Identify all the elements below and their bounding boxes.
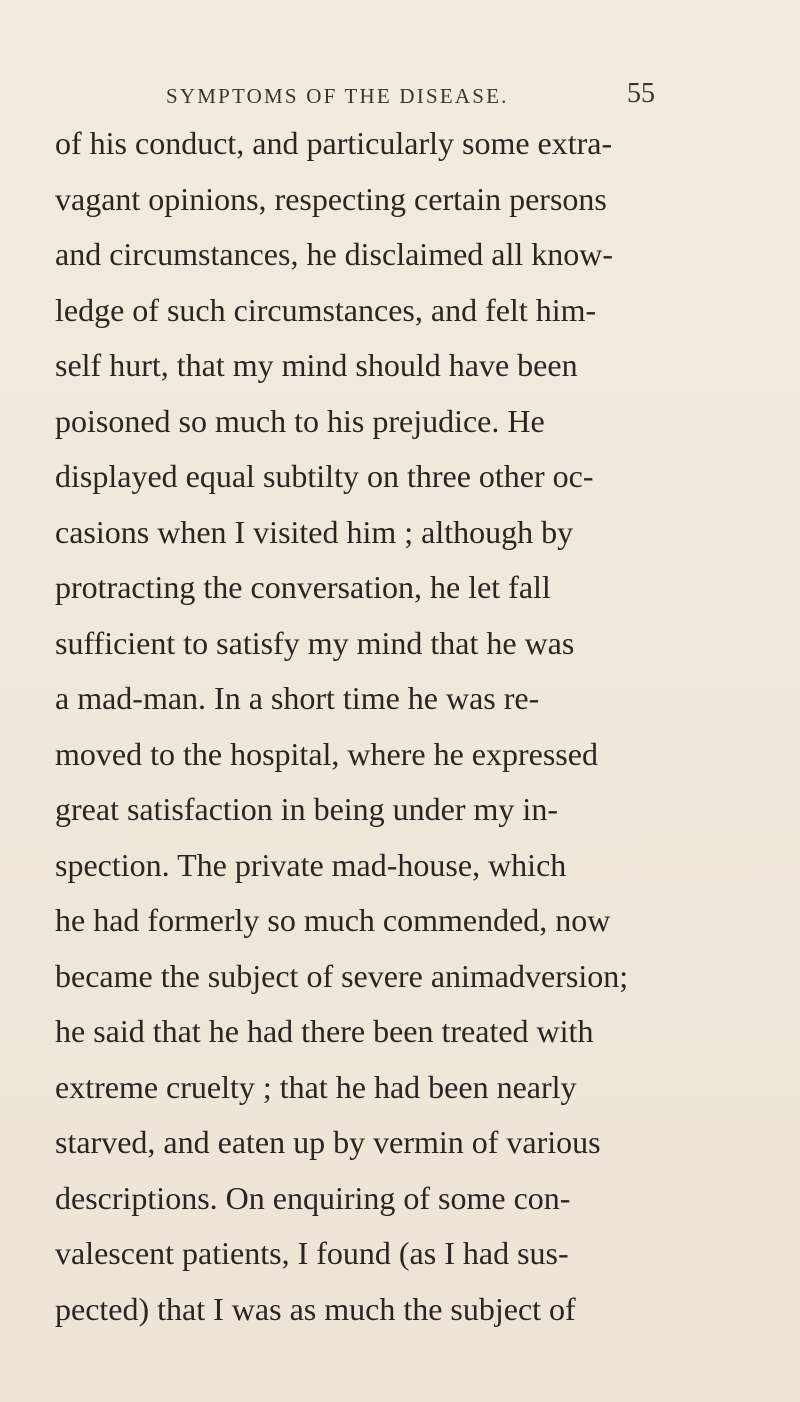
text-line: protracting the conversation, he let fall — [55, 569, 551, 605]
text-line: vagant opinions, respecting certain persons — [55, 180, 607, 217]
text-line: he said that he had there been treated with — [55, 1013, 594, 1049]
text-line: self hurt, that my mind should have been — [55, 347, 578, 383]
text-line: extreme cruelty ; that he had been nearly — [55, 1068, 577, 1105]
text-line: and circumstances, he disclaimed all know- — [55, 236, 614, 272]
text-line: a mad-man. In a short time he was re- — [55, 680, 540, 716]
text-line: poisoned so much to his prejudice. He — [55, 402, 545, 439]
body-text — [55, 116, 715, 1337]
running-head — [0, 78, 800, 112]
text-line: pected) that I was as much the subject of — [55, 1290, 576, 1327]
text-line: he had formerly so much commended, now — [55, 902, 611, 938]
text-line: moved to the hospital, where he expressed — [55, 735, 598, 772]
text-line: of his conduct, and particularly some extra- — [55, 125, 613, 161]
running-head-title: SYMPTOMS OF THE DISEASE. — [166, 84, 509, 108]
text-line: starved, and eaten up by vermin of various — [55, 1124, 601, 1160]
text-line: descriptions. On enquiring of some con- — [55, 1179, 571, 1216]
text-line: casions when I visited him ; although by — [55, 513, 574, 550]
text-line: became the subject of severe animadversion; — [55, 957, 629, 994]
text-line: valescent patients, I found (as I had sus- — [55, 1235, 569, 1271]
text-line: displayed equal subtilty on three other oc- — [55, 458, 594, 494]
text-line: great satisfaction in being under my in- — [55, 791, 558, 827]
text-line: spection. The private mad-house, which — [55, 846, 567, 883]
page-number: 55 — [627, 78, 655, 109]
text-line: ledge of such circumstances, and felt him- — [55, 291, 597, 328]
text-line: sufficient to satisfy my mind that he was — [55, 624, 575, 661]
